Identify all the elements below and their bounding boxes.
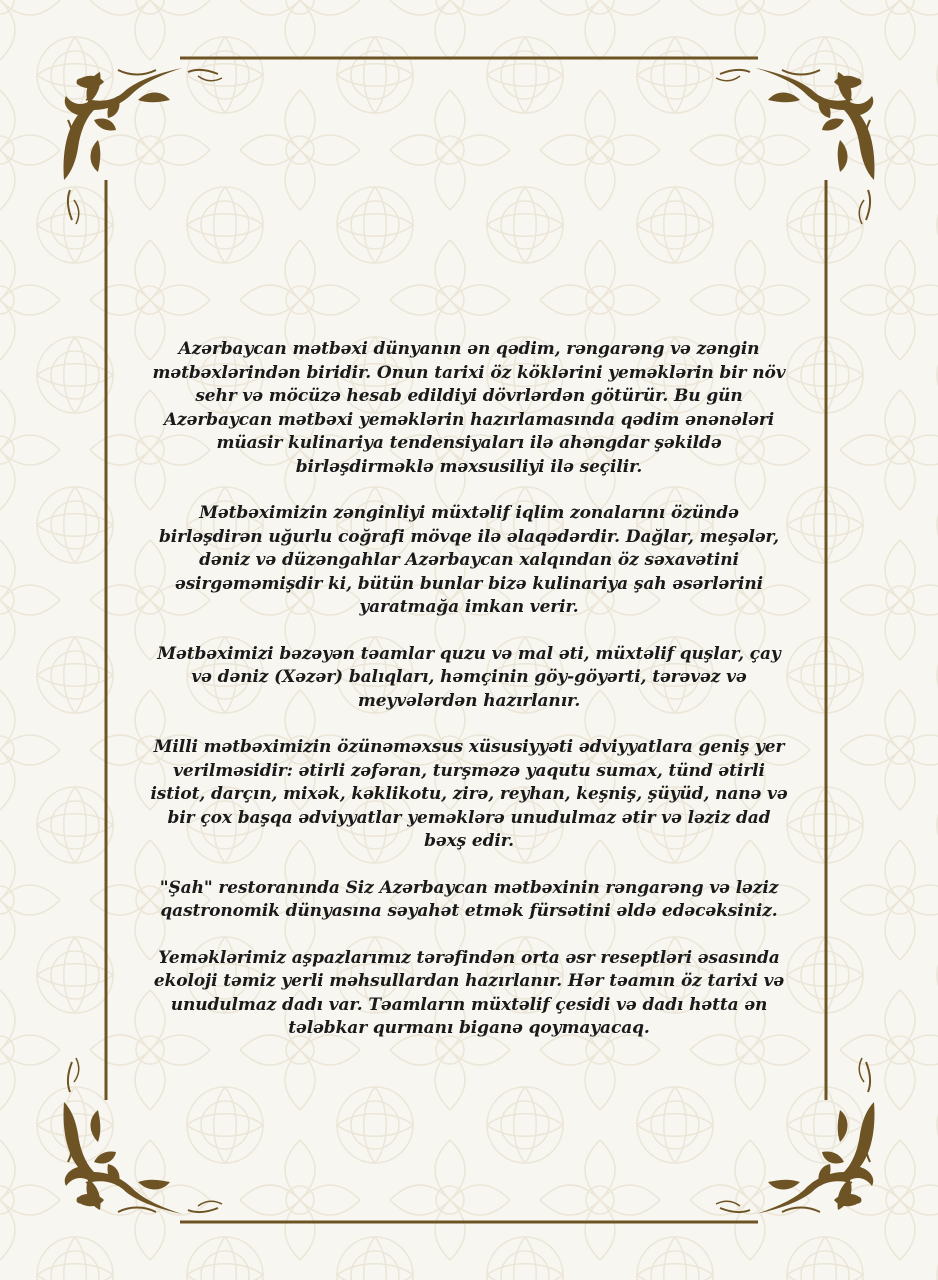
paragraph-recipes: Yeməklərimiz aşpazlarımız tərəfindən orta əsr reseptləri əsasında ekoloji təmiz yerli məhsullardan hazırlanır. Hər təamın öz tarixi və unudulmaz dadı var. Təamların müxtəlif çesidi və dadı hətta ən tələbkar qurmanı biganə qoymayacaq. [153, 947, 785, 1038]
paragraph-geography: Mətbəximizin zənginliyi müxtəlif iqlim zonalarını özündə birləşdirən uğurlu coğrafi mövqe ilə əlaqədərdir. Dağlar, meşələr, dəniz və düzəngahlar Azərbaycan xalqından öz səxavətini əsirgəməmişdir ki, bütün bunlar bizə kulinariya şah əsərlərini yaratmağa imkan verir. [159, 503, 779, 617]
paragraph-spices: Milli mətbəximizin özünəməxsus xüsusiyyəti ədviyyatlara geniş yer verilməsidir: ətirli zəfəran, turşməzə yaqutu sumax, tünd ətirli istiot, darçın, mixək, kəklikotu, zirə, reyhan, keşniş, şüyüd, nanə və bir çox başqa ədviyyatlar yeməklərə unudulmaz ətir və ləziz dad bəxş edir. [150, 737, 788, 851]
document-body [150, 338, 788, 1064]
paragraph-restaurant: "Şah" restoranında Siz Azərbaycan mətbəxinin rəngarəng və ləziz qastronomik dünyasına səyahət etmək fürsətini əldə edəcəksiniz. [159, 877, 779, 921]
paragraph-intro: Azərbaycan mətbəxi dünyanın ən qədim, rəngarəng və zəngin mətbəxlərindən biridir. Onun tarixi öz köklərini yeməklərin bir növ sehr və möcüzə hesab edildiyi dövrlərdən götürür. Bu gün Azərbaycan mətbəxi yeməklərin hazırlamasında qədim ənənələri müasir kulinariya tendensiyaları ilə ahəngdar şəkildə birləşdirməklə məxsusiliyi ilə seçilir. [152, 339, 786, 477]
paragraph-ingredients: Mətbəximizi bəzəyən təamlar quzu və mal əti, müxtəlif quşlar, çay və dəniz (Xəzər) balıqları, həmçinin göy-göyərti, tərəvəz və meyvələrdən hazırlanır. [157, 643, 781, 711]
